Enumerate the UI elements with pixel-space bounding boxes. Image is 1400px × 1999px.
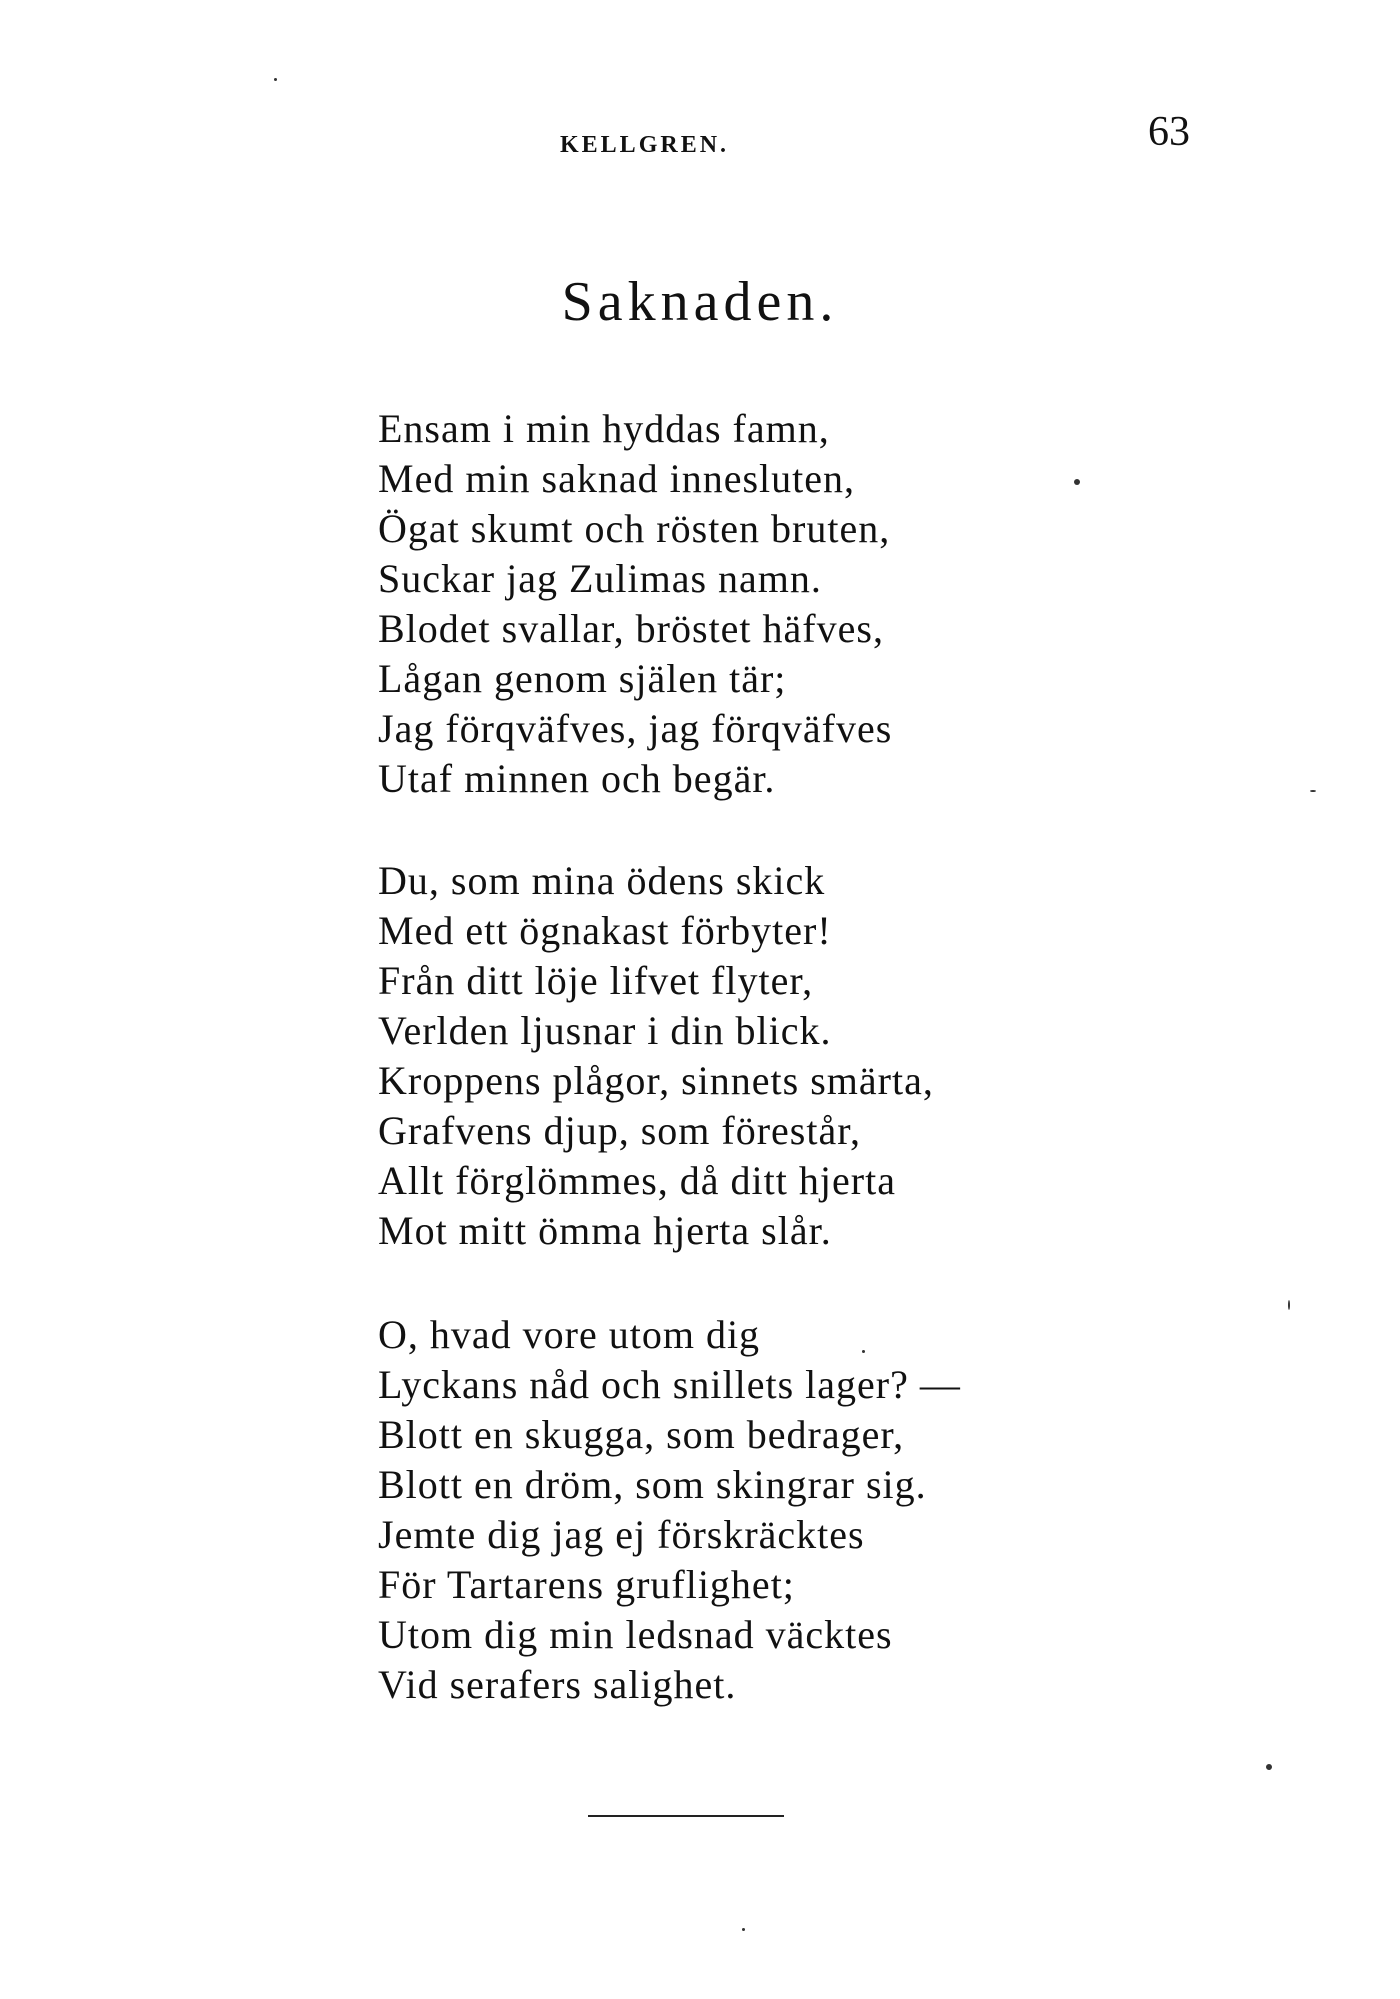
verse-line: Blott en skugga, som bedrager, <box>378 1412 905 1457</box>
print-speck <box>1288 1300 1290 1310</box>
stanza-1 <box>378 404 892 804</box>
verse-line: Suckar jag Zulimas namn. <box>378 556 822 601</box>
verse-line: Ögat skumt och rösten bruten, <box>378 506 891 551</box>
verse-line: Med min saknad innesluten, <box>378 456 856 501</box>
verse-line: Ensam i min hyddas famn, <box>378 406 830 451</box>
verse-line: Du, som mina ödens skick <box>378 858 826 903</box>
verse-line: Lågan genom själen tär; <box>378 656 787 701</box>
verse-line: Från ditt löje lifvet flyter, <box>378 958 814 1003</box>
print-speck <box>1074 479 1080 485</box>
print-speck <box>274 78 277 81</box>
verse-line: Kroppens plågor, sinnets smärta, <box>378 1058 934 1103</box>
end-rule <box>588 1815 784 1817</box>
verse-line: Grafvens djup, som förestår, <box>378 1108 861 1153</box>
verse-line: För Tartarens gruflighet; <box>378 1562 795 1607</box>
stanza-2 <box>378 856 934 1256</box>
verse-line: Blodet svallar, bröstet häfves, <box>378 606 884 651</box>
verse-line: Med ett ögnakast förbyter! <box>378 908 832 953</box>
print-speck <box>1266 1764 1272 1770</box>
print-speck <box>742 1928 745 1931</box>
print-speck <box>1310 790 1316 792</box>
page-number: 63 <box>1148 109 1190 155</box>
verse-line: Blott en dröm, som skingrar sig. <box>378 1462 927 1507</box>
verse-line: Verlden ljusnar i din blick. <box>378 1008 832 1053</box>
verse-line: O, hvad vore utom dig <box>378 1312 761 1357</box>
verse-line: Utom dig min ledsnad väcktes <box>378 1612 893 1657</box>
stanza-3 <box>378 1310 961 1710</box>
verse-line: Mot mitt ömma hjerta slår. <box>378 1208 832 1253</box>
verse-line: Utaf minnen och begär. <box>378 756 776 801</box>
verse-line: Allt förglömmes, då ditt hjerta <box>378 1158 896 1203</box>
verse-line: Lyckans nåd och snillets lager? — <box>378 1362 961 1407</box>
poem-title: Saknaden. <box>561 271 839 333</box>
verse-line: Jemte dig jag ej förskräcktes <box>378 1512 865 1557</box>
print-speck <box>862 1350 865 1353</box>
verse-line: Vid serafers salighet. <box>378 1662 737 1707</box>
running-head: KELLGREN. <box>560 132 730 158</box>
verse-line: Jag förqväfves, jag förqväfves <box>378 706 893 751</box>
